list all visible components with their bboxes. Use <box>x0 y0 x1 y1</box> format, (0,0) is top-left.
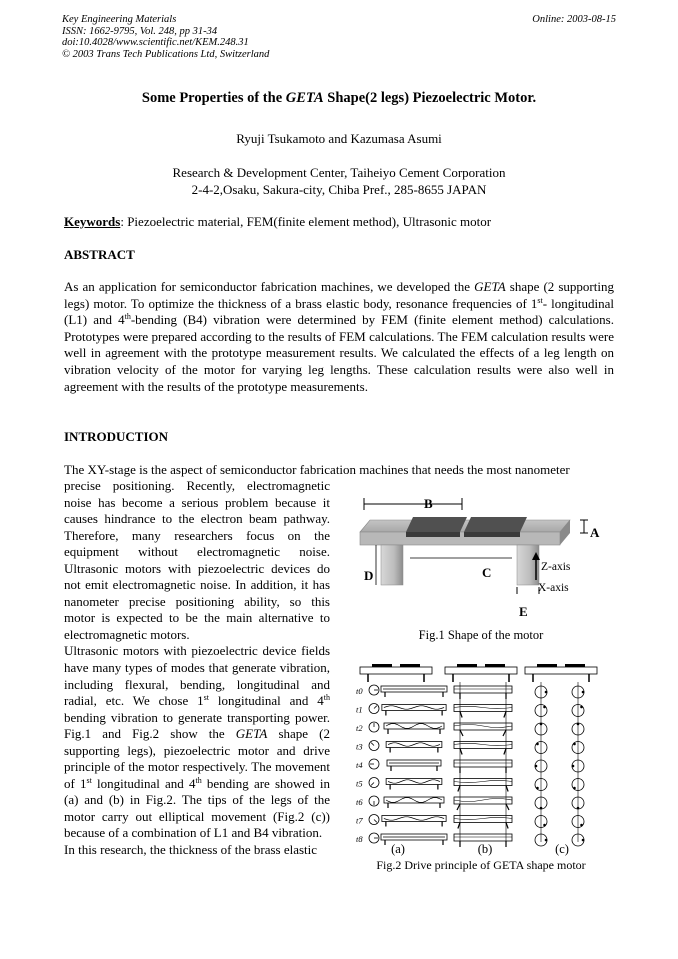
legs <box>381 545 539 585</box>
fig2-row-t1 <box>356 704 584 718</box>
figure-1-caption: Fig.1 Shape of the motor <box>418 628 544 642</box>
dimension-e <box>517 587 539 619</box>
fig2-time-label: t8 <box>356 834 363 844</box>
svg-text:B: B <box>424 496 433 511</box>
affiliation-line-2: 2-4-2,Osaku, Sakura-city, Chiba Pref., 285-8655 JAPAN <box>191 182 487 197</box>
introduction-heading: INTRODUCTION <box>64 429 169 444</box>
journal-issn: ISSN: 1662-9795, Vol. 248, pp 31-34 <box>62 25 218 37</box>
fig2-time-label: t4 <box>356 760 363 770</box>
introduction-column <box>64 478 330 859</box>
fig2-time-label: t7 <box>356 815 363 826</box>
fig2-row-t3 <box>356 741 584 755</box>
dimension-c <box>410 558 512 580</box>
figure-2-sub-c: (c) <box>555 842 569 856</box>
svg-text:Z-axis: Z-axis <box>541 561 571 573</box>
fig2-row-t5 <box>356 778 584 792</box>
figure-2-sub-a: (a) <box>391 842 405 856</box>
fig2-row-t2 <box>356 722 584 736</box>
svg-text:E: E <box>519 604 528 619</box>
journal-name: Key Engineering Materials <box>62 14 177 25</box>
abstract-heading: ABSTRACT <box>64 247 135 262</box>
svg-text:C: C <box>482 565 492 580</box>
fig2-time-label: t5 <box>356 778 363 789</box>
fig2-time-label: t6 <box>356 797 363 807</box>
intro-paragraph-1: precise positioning. Recently, electromagnetic noise has become a serious problem because it causes hindrance to the electron beam pathway. Therefore, many researchers focus on the equipment without electromagnetic noise. Ultrasonic motors with piezoelectric devices do not emit electromagnetic noise. In addition, it has nanometer precise positioning ability, so this motor is expected to be the main alternative to electromagnetic motors. <box>64 478 330 642</box>
paper-title: Some Properties of the GETA Shape(2 legs) Piezoelectric Motor. <box>141 90 537 106</box>
svg-text:A: A <box>590 525 600 540</box>
journal-copyright: © 2003 Trans Tech Publications Ltd, Switzerland <box>62 48 270 60</box>
fig2-motor-icon-a <box>360 664 432 682</box>
fig2-time-label: t0 <box>356 686 363 696</box>
journal-header <box>62 14 269 60</box>
introduction-full-line: The XY-stage is the aspect of semiconductor fabrication machines that needs the most nanometer <box>64 462 570 477</box>
fig2-time-label: t1 <box>356 704 363 715</box>
affiliation-line-1: Research & Development Center, Taiheiyo Cement Corporation <box>172 165 506 180</box>
fig2-motor-icon-b <box>445 664 517 682</box>
figure-2-sub-b: (b) <box>477 842 493 856</box>
online-date: Online: 2003-08-15 <box>532 14 616 25</box>
fig2-time-label: t3 <box>356 741 363 752</box>
dimension-b <box>364 496 462 511</box>
svg-text:D: D <box>364 568 374 583</box>
dimension-d <box>364 545 376 585</box>
fig2-row-t6 <box>356 796 584 810</box>
journal-doi: doi:10.4028/www.scientific.net/KEM.248.31 <box>62 37 249 48</box>
keywords: Keywords: Piezoelectric material, FEM(finite element method), Ultrasonic motor <box>64 214 492 229</box>
fig2-row-t4 <box>356 759 584 773</box>
fig2-time-label: t2 <box>356 723 363 733</box>
figure-2-drive-principle <box>356 660 606 855</box>
figure-2-caption: Fig.2 Drive principle of GETA shape motor <box>376 858 586 872</box>
fig2-motor-icon-c <box>525 664 597 682</box>
authors: Ryuji Tsukamoto and Kazumasa Asumi <box>236 131 442 146</box>
intro-paragraph-2: Ultrasonic motors with piezoelectric device fields have many types of modes that generate vibration, including flexural, bending, longitudinal and radial, etc. We chose 1st longitudinal and 4th bending vibration to generate transporting power. Fig.1 and Fig.2 show the GETA shape (2 supporting legs), piezoelectric motor and drive principle of the motor respectively. The movement of 1st longitudinal and 4th bending are showed in (a) and (b) in Fig.2. The tips of the legs of the motor carry out elliptical movement (Fig.2 (c)) because of a combination of L1 and B4 vibration. <box>64 643 330 841</box>
fig2-row-t0 <box>356 685 584 699</box>
figure-1-motor-shape <box>350 490 612 622</box>
intro-paragraph-3: In this research, the thickness of the brass elastic <box>64 842 318 858</box>
fig2-row-t7 <box>356 815 584 829</box>
dimension-a <box>580 520 600 540</box>
abstract-body: As an application for semiconductor fabrication machines, we developed the GETA shape (2 supporting legs) motor. To optimize the thickness of a brass elastic body, resonance frequencies of 1st- longitudinal (L1) and 4th-bending (B4) vibration were determined by FEM (finite element method) calculations. Prototypes were prepared according to the results of FEM calculations. The FEM calculation results were well in agreement with the prototype measurement results. We calculated the effects of a leg length on vibration velocity of the motor for varying leg lengths. These calculation results were also well in agreement with the results of the prototype measurements. <box>64 279 614 394</box>
svg-text:X-axis: X-axis <box>538 582 569 594</box>
